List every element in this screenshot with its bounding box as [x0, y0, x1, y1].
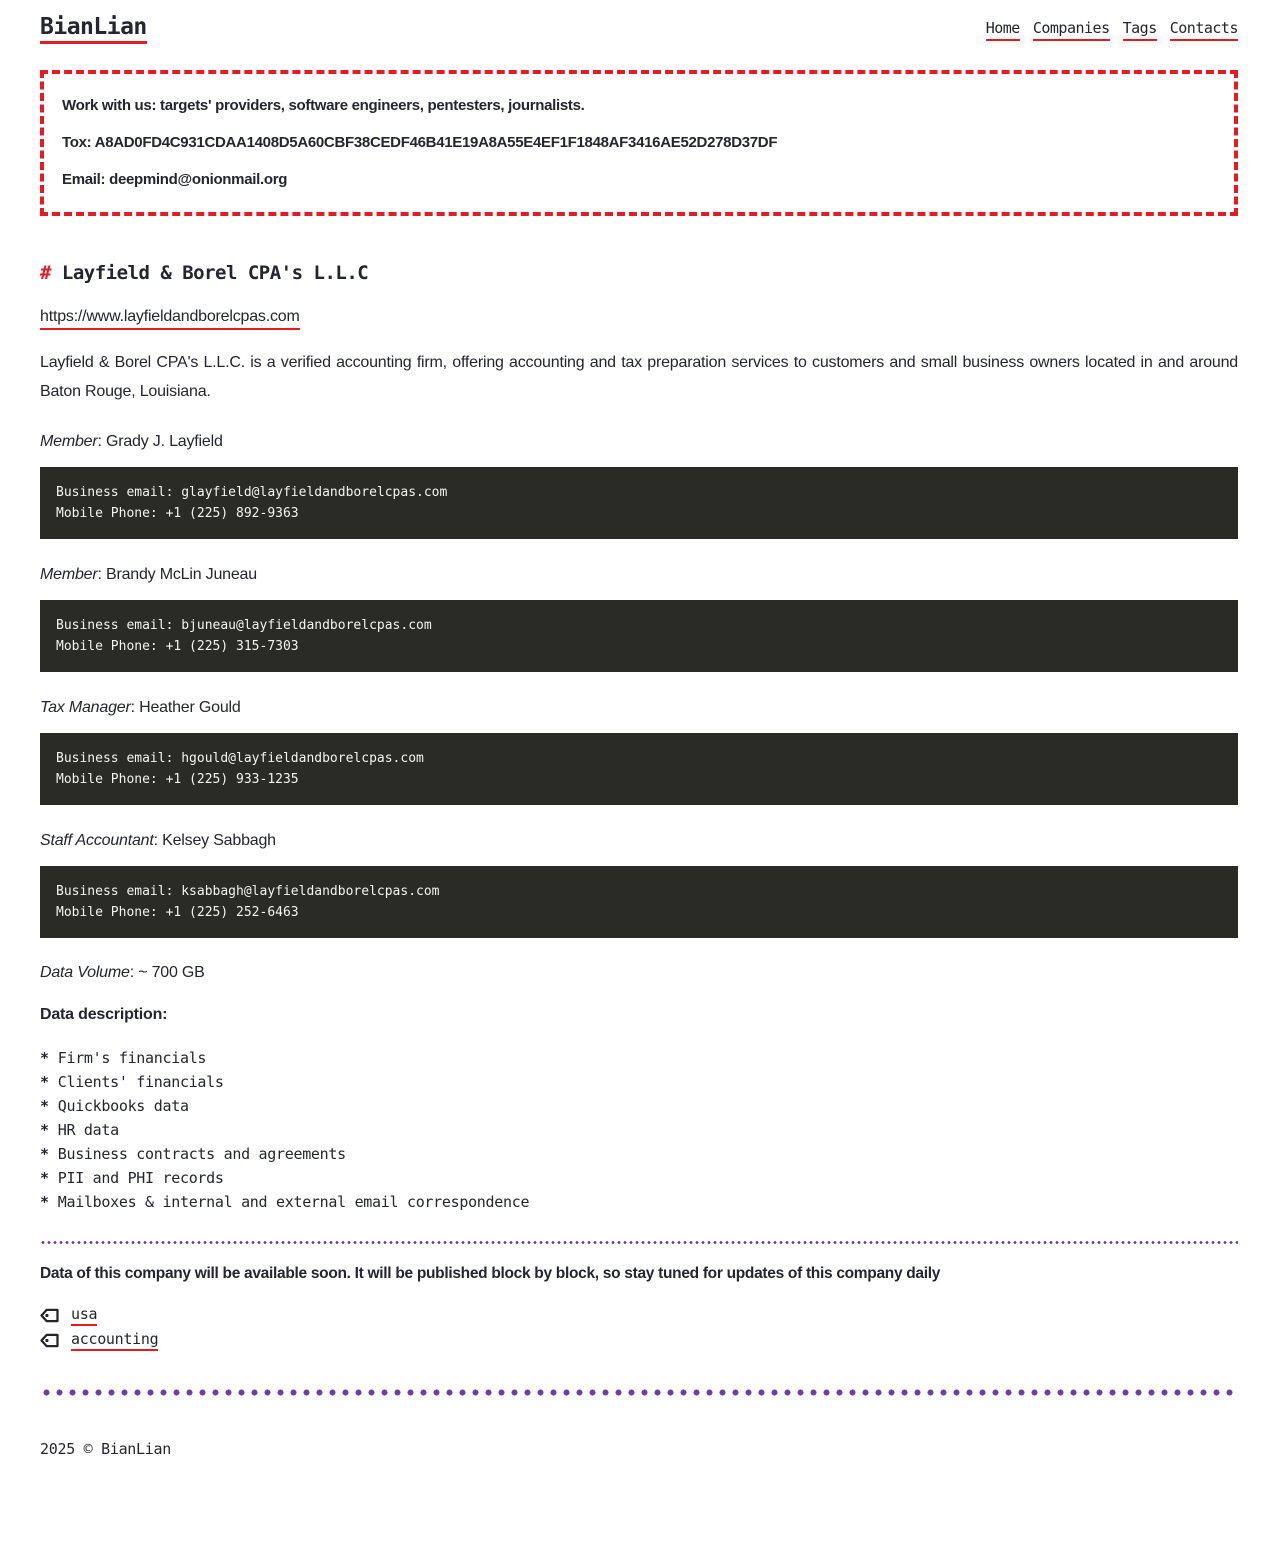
- contact-mobile-phone: Mobile Phone: +1 (225) 315-7303: [56, 639, 299, 654]
- contact-mobile-phone: Mobile Phone: +1 (225) 892-9363: [56, 506, 299, 521]
- data-description-item: [40, 1070, 1238, 1094]
- contact-code-block: [40, 866, 1238, 938]
- notice-line: Work with us: targets' providers, software engineers, pentesters, journalists.: [62, 97, 585, 114]
- contact-role-line: Member: Grady J. Layfield: [40, 433, 223, 450]
- contact-role: Member: [40, 433, 98, 450]
- company-website-link[interactable]: https://www.layfieldandborelcpas.com: [40, 308, 300, 330]
- company-name: Layfield & Borel CPA's L.L.C: [61, 262, 369, 284]
- contact-name: Heather Gould: [139, 699, 241, 716]
- contact-mobile-phone: Mobile Phone: +1 (225) 933-1235: [56, 772, 299, 787]
- data-description-item: [40, 1190, 1238, 1214]
- title-hash-marker: #: [40, 262, 51, 284]
- data-description-item: [40, 1046, 1238, 1070]
- site-footer: [40, 1440, 1238, 1548]
- contact-entry: [40, 566, 1238, 672]
- page-title: [40, 262, 1238, 284]
- nav-link[interactable]: Tags: [1123, 19, 1157, 41]
- contact-code-block: [40, 467, 1238, 539]
- data-description-item: [40, 1166, 1238, 1190]
- site-logo[interactable]: BianLian: [40, 14, 147, 44]
- list-bullet: *: [40, 1097, 49, 1115]
- company-description: Layfield & Borel CPA's L.L.C. is a verified accounting firm, offering accounting and tax preparation services to customers and small business owners located in and around Baton Rouge, Louisiana.: [40, 354, 1238, 400]
- data-item-text: Quickbooks data: [57, 1097, 189, 1115]
- contact-role: Tax Manager: [40, 699, 131, 716]
- tag-row: [40, 1328, 1238, 1353]
- list-bullet: *: [40, 1169, 49, 1187]
- dotted-separator-thick: [40, 1389, 1238, 1396]
- data-volume-value: ~ 700 GB: [138, 964, 205, 981]
- data-volume-line: Data Volume: ~ 700 GB: [40, 964, 205, 981]
- contact-name: Grady J. Layfield: [105, 433, 223, 450]
- data-description-item: [40, 1142, 1238, 1166]
- contact-code-block: [40, 733, 1238, 805]
- data-item-text: PII and PHI records: [57, 1169, 224, 1187]
- contact-role: Staff Accountant: [40, 832, 154, 849]
- work-with-us-box: [40, 70, 1238, 216]
- contact-mobile-phone: Mobile Phone: +1 (225) 252-6463: [56, 905, 299, 920]
- contact-business-email: Business email: bjuneau@layfieldandborelcpas.com: [56, 618, 432, 633]
- list-bullet: *: [40, 1193, 49, 1211]
- data-description-label: Data description:: [40, 1006, 168, 1023]
- notice-line: Tox: A8AD0FD4C931CDAA1408D5A60CBF38CEDF46B41E19A8A55E4EF1F1848AF3416AE52D278D37DF: [62, 134, 778, 151]
- tags-section: [40, 1303, 1238, 1353]
- contact-name: Brandy McLin Juneau: [105, 566, 257, 583]
- list-bullet: *: [40, 1145, 49, 1163]
- contact-role-line: Member: Brandy McLin Juneau: [40, 566, 257, 583]
- data-item-text: Business contracts and agreements: [57, 1145, 346, 1163]
- nav-link[interactable]: Companies: [1033, 19, 1110, 41]
- tag-link[interactable]: usa: [71, 1305, 97, 1326]
- site-header: [40, 14, 1238, 44]
- availability-note: Data of this company will be available soon. It will be published block by block, so stay tuned for updates of this company daily: [40, 1265, 941, 1282]
- contact-business-email: Business email: glayfield@layfieldandborelcpas.com: [56, 485, 448, 500]
- tag-link[interactable]: accounting: [71, 1330, 158, 1351]
- contact-role-line: Tax Manager: Heather Gould: [40, 699, 241, 716]
- list-bullet: *: [40, 1073, 49, 1091]
- contact-role-line: Staff Accountant: Kelsey Sabbagh: [40, 832, 276, 849]
- contact-business-email: Business email: hgould@layfieldandborelcpas.com: [56, 751, 424, 766]
- copyright-text: 2025 © BianLian: [40, 1440, 171, 1458]
- data-item-text: Firm's financials: [57, 1049, 207, 1067]
- data-item-text: Mailboxes & internal and external email correspondence: [57, 1193, 530, 1211]
- contact-name: Kelsey Sabbagh: [162, 832, 276, 849]
- contact-entry: [40, 699, 1238, 805]
- tag-icon: [40, 1333, 59, 1348]
- list-bullet: *: [40, 1121, 49, 1139]
- contact-entry: [40, 433, 1238, 539]
- dotted-separator-thin: [40, 1241, 1238, 1244]
- data-description-item: [40, 1094, 1238, 1118]
- contact-role: Member: [40, 566, 98, 583]
- contact-entry: [40, 832, 1238, 938]
- contacts-section: [40, 433, 1238, 938]
- data-description-list: [40, 1046, 1238, 1214]
- nav-link[interactable]: Contacts: [1170, 19, 1238, 41]
- data-item-text: HR data: [57, 1121, 119, 1139]
- nav-link[interactable]: Home: [986, 19, 1020, 41]
- tag-icon: [40, 1308, 59, 1323]
- data-item-text: Clients' financials: [57, 1073, 224, 1091]
- contact-business-email: Business email: ksabbagh@layfieldandborelcpas.com: [56, 884, 440, 899]
- contact-code-block: [40, 600, 1238, 672]
- main-nav: [986, 14, 1238, 41]
- tag-row: [40, 1303, 1238, 1328]
- data-description-item: [40, 1118, 1238, 1142]
- list-bullet: *: [40, 1049, 49, 1067]
- data-volume-label: Data Volume: [40, 964, 130, 981]
- notice-line: Email: deepmind@onionmail.org: [62, 171, 288, 188]
